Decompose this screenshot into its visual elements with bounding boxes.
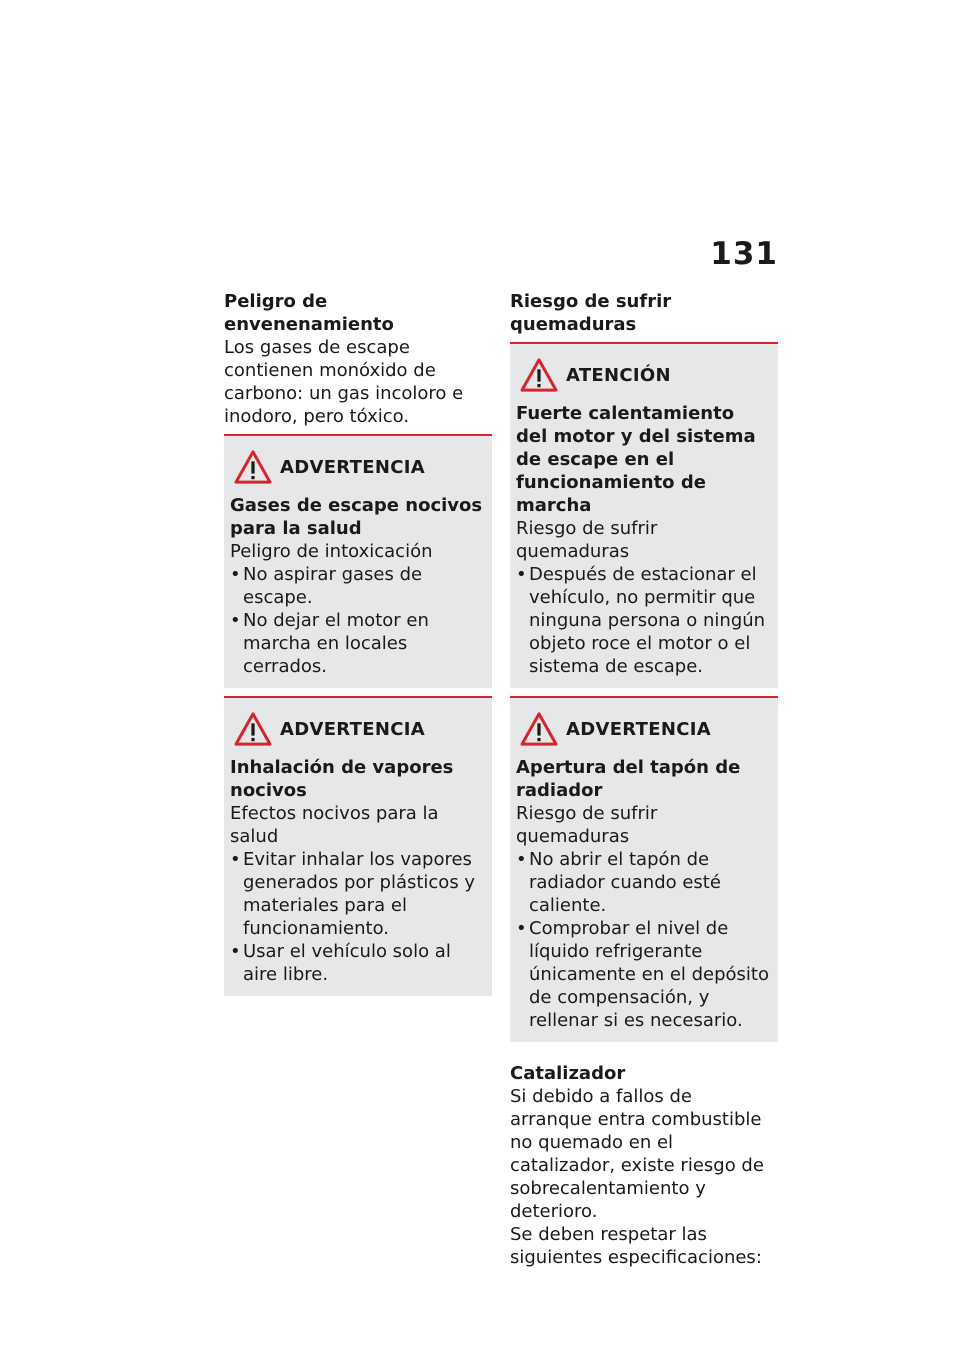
bullet-list: [230, 563, 484, 678]
warning-header: [520, 712, 770, 746]
section-title-catalyst: Catalizador: [510, 1063, 626, 1084]
warning-title: Inhalación de vapores nocivos: [230, 757, 454, 801]
warning-label: ADVERTENCIA: [280, 456, 425, 478]
right-column: [510, 290, 778, 1269]
warning-subtitle: Efectos nocivos para la salud: [230, 803, 439, 847]
list-item: • No dejar el motor en marcha en locales cerrados.: [230, 609, 484, 678]
warning-box-vapors: [224, 696, 492, 996]
warning-subtitle: Riesgo de sufrir quemaduras: [516, 803, 658, 847]
list-item: • No abrir el tapón de radiador cuando esté caliente.: [516, 848, 770, 917]
warning-box-radiator: [510, 696, 778, 1042]
caution-subtitle: Riesgo de sufrir quemaduras: [516, 518, 658, 562]
warning-header: [234, 712, 484, 746]
caution-header: [520, 358, 770, 392]
warning-triangle-icon: [234, 712, 272, 746]
warning-label: ADVERTENCIA: [280, 718, 425, 740]
caution-box-engine-heat: [510, 342, 778, 688]
warning-title: Apertura del tapón de radiador: [516, 757, 741, 801]
left-column: [224, 290, 492, 1004]
page-number: 131: [710, 236, 778, 272]
list-item: • Comprobar el nivel de líquido refrigerante únicamente en el depósito de compensación, y rellenar si es necesario.: [516, 917, 770, 1032]
bullet-list: [516, 563, 770, 678]
warning-title: Gases de escape nocivos para la salud: [230, 495, 483, 539]
list-item: • No aspirar gases de escape.: [230, 563, 484, 609]
warning-box-exhaust: [224, 434, 492, 688]
bullet-list: [230, 848, 484, 986]
warning-triangle-icon: [520, 358, 558, 392]
catalyst-paragraph-1: Si debido a fallos de arranque entra combustible no quemado en el catalizador, existe riesgo de sobrecalentamiento y deterioro.: [510, 1086, 764, 1222]
section-title-burns: Riesgo de sufrir quemaduras: [510, 291, 672, 335]
list-item: • Después de estacionar el vehículo, no permitir que ninguna persona o ningún objeto roce el motor o el sistema de escape.: [516, 563, 770, 678]
warning-subtitle: Peligro de intoxicación: [230, 541, 433, 562]
warning-label: ADVERTENCIA: [566, 718, 711, 740]
caution-label: ATENCIÓN: [566, 364, 671, 386]
warning-triangle-icon: [520, 712, 558, 746]
warning-triangle-icon: [234, 450, 272, 484]
list-item: • Usar el vehículo solo al aire libre.: [230, 940, 484, 986]
section-title-poisoning: Peligro de envenenamiento: [224, 291, 394, 335]
catalyst-paragraph-2: Se deben respetar las siguientes especificaciones:: [510, 1224, 762, 1268]
poisoning-intro: Los gases de escape contienen monóxido de carbono: un gas incoloro e inodoro, pero tóxico.: [224, 337, 464, 427]
warning-header: [234, 450, 484, 484]
caution-title: Fuerte calentamiento del motor y del sistema de escape en el funcionamiento de marcha: [516, 403, 756, 516]
list-item: • Evitar inhalar los vapores generados por plásticos y materiales para el funcionamiento.: [230, 848, 484, 940]
bullet-list: [516, 848, 770, 1032]
